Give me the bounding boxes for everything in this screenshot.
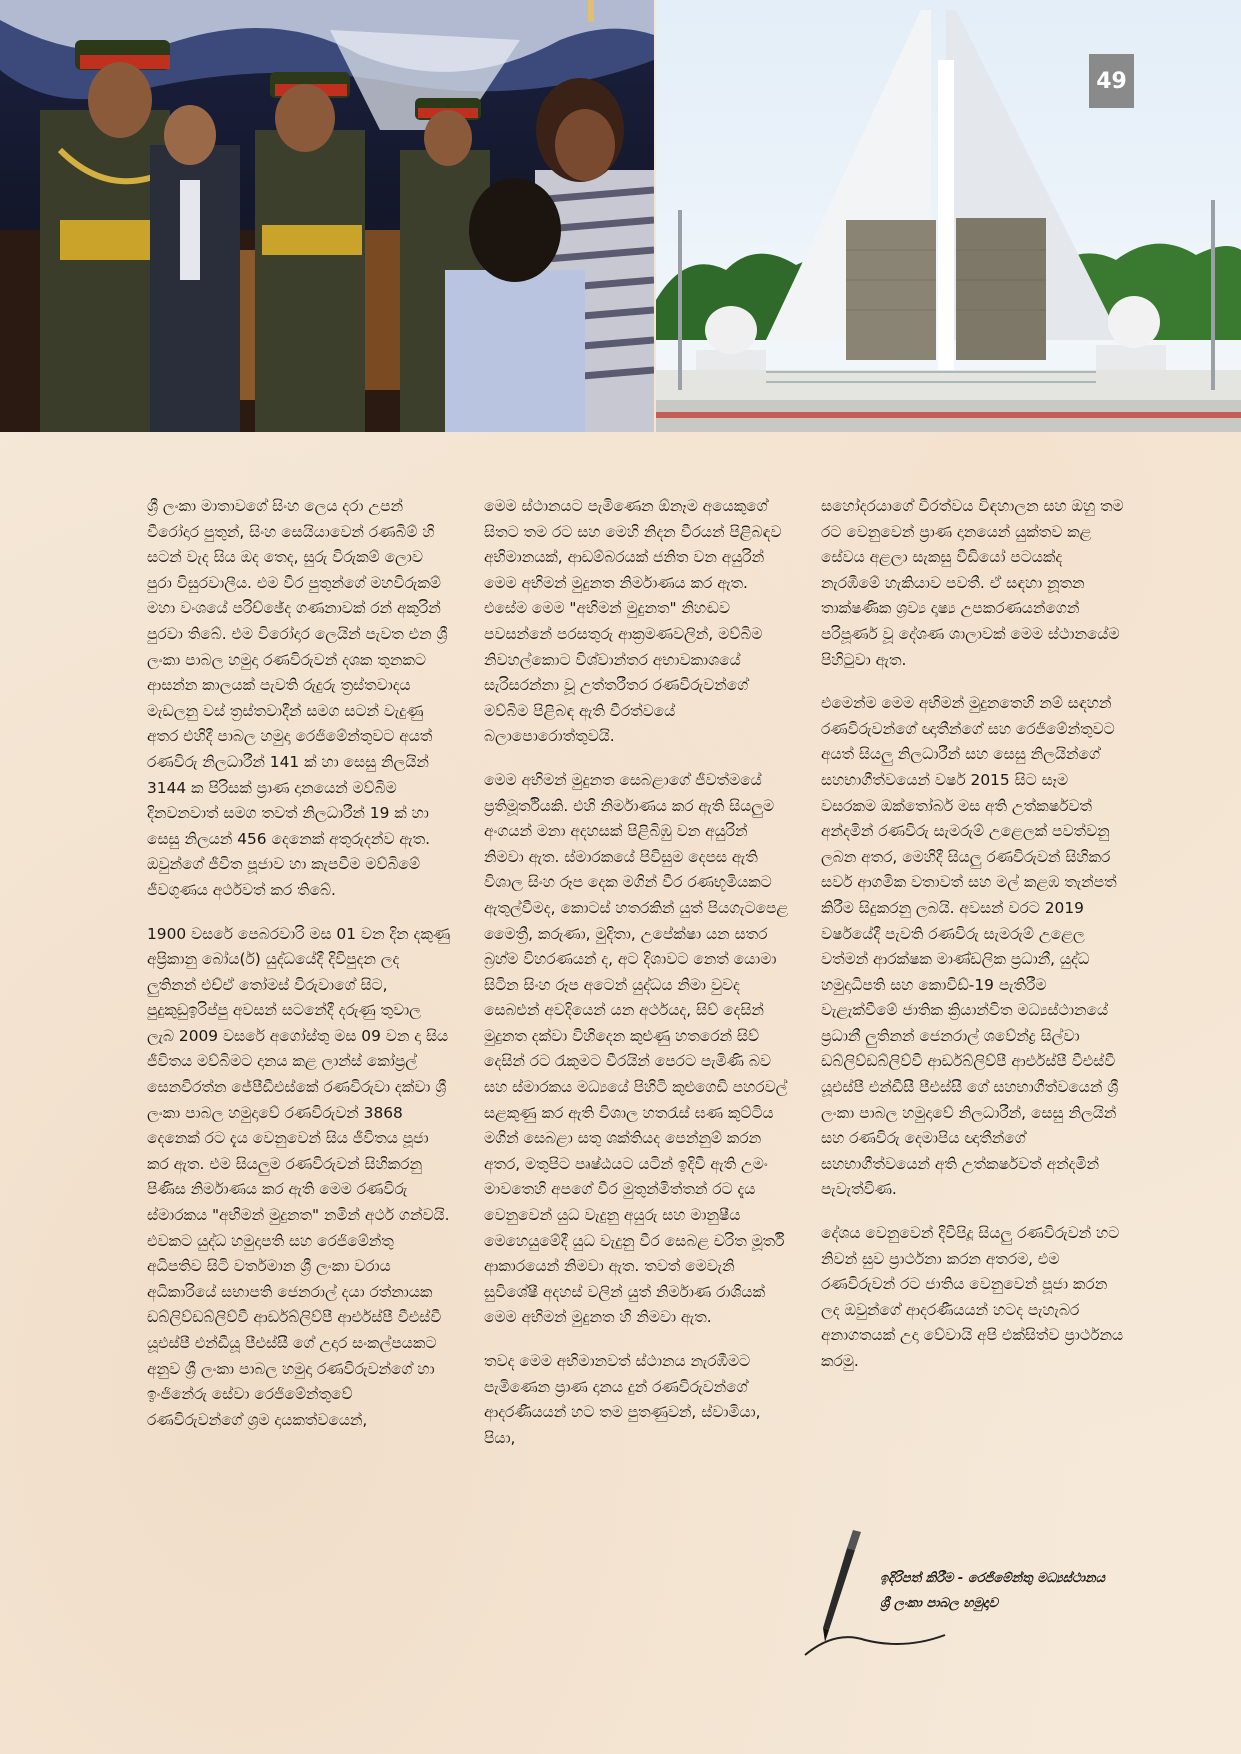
- paragraph: 1900 වසරේ පෙබරවාරි මස 01 වන දින දකුණු අප්‍රිකානු බෝය(ර්) යුද්ධයේදී දිවිපුදන ලද ලුතිනන් එච්ඒ තෝමස් විරුවාගේ සිට, පුදුකුඩුඉරිප්පු අවසන් සටනේදී දරුණු තුවාල ලැබ 2009 වසරේ අගෝස්තු මස 09 වන දා සිය ජීවිතය මව්බිමට දානය කළ ලාන්ස් කෝප්‍රල් සෙනවිරත්න ජේපීඩීඑස්කේ රණවිරුවා දක්වා ශ්‍රී ලංකා පාබල හමුදාවේ රණවිරුවන් 3868 දෙනෙක් රට දැය වෙනුවෙන් සිය ජීවිතය පූජා කර ඇත. එම සියලුම රණවිරුවන් සිහිකරනු පිණිස නිර්මාණය කර ඇති මෙම රණවිරු ස්මාරකය "අභිමන් මුදුනත" නමින් අර්ථ ගන්වයි. එවකට යුද්ධ හමුදාපති සහ රෙජිමේන්තු අධිපතිව සිටි වර්තමාන ශ්‍රී ලංකා වරාය අධිකාරියේ සභාපති ජෙනරාල් දයා රත්නායක ඩබ්ලිව්ඩබ්ලිව්වී ආර්ඩබ්ලිව්පී ආර්එස්පී වීඑස්වී යූඑස්පී එන්ඩීයූ පීඑස්සී ගේ උදාර සංකල්පයකට අනුව ශ්‍රී ලංකා පාබල හමුදා රණවිරුවන්ගේ හා ඉංජිනේරු සේවා රෙජිමේන්තුවේ රණවිරුවන්ගේ ශ්‍රම දායකත්වයෙන්,: [147, 924, 451, 1429]
- credit-line-1: ඉදිරිපත් කිරීම - රෙජිමේන්තු මධ්‍යස්ථානය: [880, 1571, 1105, 1586]
- article-column-2: [484, 494, 789, 1469]
- credit-line-2: ශ්‍රී ලංකා පාබල හමුදාව: [880, 1596, 998, 1611]
- ceremony-photo: [0, 0, 654, 432]
- monument-photo: [656, 0, 1241, 432]
- paragraph: මෙම අභිමන් මුදුනත සෙබළාගේ ජීවත්මයේ ප්‍රතිමූර්තියකි. එහි නිර්මාණය කර ඇති සියලුම අංගයන් මනා අදහසක් පිළිබිඹු වන අයුරින් නිමවා ඇත. ස්මාරකයේ පිවිසුම දෙපස ඇති විශාල සිංහ රූප දෙක මගින් වීර රණභූමියකට ඇතුල්වීමද, කොටස් හතරකින් යුත් පියගැටපෙළ මෛත්‍රී, කරුණා, මුදිතා, උපේක්ෂා යන සතර බ්‍රහ්ම විහරණයන් ද, අට දිශාවට නෙත් යොමා සිටින සිංහ රූප අටෙන් යුද්ධය නිමා වුවද සෙබළුන් අවදියෙන් යන අර්ථයද, සිව් දෙසින් මුදුනත දක්වා විහිදෙන කුළුණු හතරෙන් සිව් දෙසින් රට රැකුමට වීරයින් පෙරට පැමිණි බව සහ ස්මාරකය මධ්‍යයේ පිහිටි කුළුගෙඩි පහරවල් සළකුණු කර ඇති විශාල හතරැස් ඝණ කුට්ටිය මගින් සෙබළා සතු ශක්තියද පෙන්නුම් කරන අතර, මතුපිට පෘෂ්ඨයට යටින් ඉදිවී ඇති උමං මාවතෙහි අපගේ වීර මුතුන්මිත්තන් රට දැය වෙනුවෙන් යුධ වැදුනු අයුරු සහ මානුෂීය මෙහෙයුමේදී යුධ වැදුනු වීර සෙබළ චරිත මූර්ති ආකාරයෙන් නිමවා ඇත. තවත් මෙවැනි සුවිශේෂී අදහස් වලින් යුත් නිර්මාණ රාශියක් මෙම අභිමන් මුදුනත හි නිමවා ඇත.: [484, 770, 789, 1327]
- paragraph: මෙම ස්ථානයට පැමිණෙන ඕනෑම අයෙකුගේ සිතට තම රට සහ මෙහි නිදන වීරයන් පිළිබඳව අභිමානයක්, ආඩම්බරයක් ජනිත වන අයුරින් මෙම අභිමන් මුදුනත නිර්මාණය කර ඇත. එසේම මෙම "අභිමන් මුදුනත" නිහඬව පවසන්නේ පරසතුරු ආක්‍රමණවලින්, මව්බිම නිවහල්කොට විශ්වාන්තර අභාවකාශයේ සැරිසරන්නා වූ උත්තරීතර රණවිරුවන්ගේ මව්බිම පිළිබඳ ඇති වීරත්වයේ බලාපොරොත්තුවයි.: [484, 497, 782, 746]
- paragraph: තවද මෙම අභිමානවත් ස්ථානය නැරඹීමට පැමිණෙන ප්‍රාණ දානය දුන් රණවිරුවන්ගේ ආදරණීයයන් හට තම පුතණුවන්, ස්වාමියා, පියා,: [484, 1352, 761, 1447]
- paragraph: ශ්‍රී ලංකා මාතාවගේ සිංහ ලෙය දරා උපන් වීරෝදාර පුතුන්, සිංහ සෙයියාවෙන් රණබිම් හි සටන් වැද සිය ඔද තෙද, සුරු විරුකම් ලොව පුරා විසුරවාලීය. එම වීර පුතුන්ගේ මහවිරුකම් මහා වංශයේ පරිච්ඡේද ගණනාවක් රන් අකුරින් පුරවා තිබේ. එම විරෝදාර ලෙයින් පැවත එන ශ්‍රී ලංකා පාබල හමුදා රණවිරුවන් දශක තුනකට ආසන්න කාලයක් පැවති රුදුරු ත්‍රස්තවාදය මැඩලනු වස් ත්‍රස්තවාදීන් සමග සටන් වැදුණු අතර එහිදී පාබල හමුදා රෙජිමේන්තුවට අයත් රණවිරු නිලධාරීන් 141 ක් හා සෙසු නිලයින් 3144 ක පිරිසක් ප්‍රාණ දානයෙන් මව්බිම දිනවනවාත් සමග තවත් නිලධාරීන් 19 ක් හා සෙසු නිලයන් 456 දෙනෙක් අතුරුදන්ව ඇත. ඔවුන්ගේ ජීවිත පූජාව හා කැපවීම මව්බිමේ ජීවගුණය අර්ථවත් කර තිබේ.: [147, 497, 448, 899]
- author-credit: [880, 1566, 1180, 1616]
- article-column-3: [821, 494, 1126, 1393]
- paragraph: දේශය වෙනුවෙන් දිවිපිදූ සියලු රණවිරුවන් හට නිවන් සුව ප්‍රාර්ථනා කරන අතරම, එම රණවිරුවන් රට ජාතිය වෙනුවෙන් පූජා කරන ලද ඔවුන්ගේ ආදරණීයයන් හටද පැහැබර අනාගතයක් උදා වේවායි අපි එක්සිත්ව ප්‍රාර්ථනය කරමු.: [821, 1224, 1124, 1370]
- paragraph: සහෝදරයාගේ වීරත්වය විඳහාලන සහ ඔහු තම රට වෙනුවෙන් ප්‍රාණ දානයෙන් යුක්තව කළ සේවය අළලා සැකසු වීඩියෝ පටයක්ද නැරඹීමේ හැකියාව පවතී. ඒ සඳහා නූතන තාක්ෂණික ශ්‍රව්‍ය දෘෂ්‍ය උපකරණයන්ගෙන් පරිපූර්ණ වූ දේශණ ශාලාවක් මෙම ස්ථානයේම පිහිටුවා ඇත.: [821, 497, 1124, 669]
- paragraph: එමෙන්ම මෙම අභිමන් මුදුනතෙහි නම් සඳහන් රණවිරුවන්ගේ ඥාතීන්ගේ සහ රෙජිමේන්තුවට අයත් සියලු නිලධාරීන් සහ සෙසු නිලයින්ගේ සහභාගීත්වයෙන් වර්ෂ 2015 සිට සෑම වසරකම ඔක්තෝබර් මස අති උත්කර්ෂවත් අන්දමින් රණවිරු සැමරුම් උළෙලක් පවත්වනු ලබන අතර, මෙහිදී සියලු රණවිරුවන් සිහිකර සර්ව ආගමික වතාවත් සහ මල් කළඹ තැන්පත් කිරීම සිදුකරනු ලබයි. අවසන් වරට 2019 වර්ෂයේදී පැවති රණවිරු සැමරුම් උළෙල වත්මන් ආරක්ෂක මාණ්ඩලික ප්‍රධානී, යුද්ධ හමුදාධිපති සහ කොවිඩ්-19 පැතිරීම වැළැක්වීමේ ජාතික ක්‍රියාන්විත මධ්‍යස්ථානයේ ප්‍රධානී ලුතිනන් ජෙනරාල් ශවේන්ද්‍ර සිල්වා ඩබ්ලිව්ඩබ්ලිව්වී ආර්ඩබ්ලිව්පී ආර්එස්පී වීඑස්වී යූඑස්පී එන්ඩීසී පීඑස්සී ගේ සහභාගීත්වයෙන් ශ්‍රී ලංකා පාබල හමුදාවේ නිලධාරීන්, සෙසු නිලයින් සහ රණවිරු දෙමාපිය ඥාතීන්ගේ සහභාගීත්වයෙන් අති උත්කර්ෂවත් අන්දමින් පැවැත්විණ.: [821, 694, 1119, 1199]
- page-number-badge: 49: [1089, 54, 1134, 108]
- article-column-1: [147, 494, 452, 1451]
